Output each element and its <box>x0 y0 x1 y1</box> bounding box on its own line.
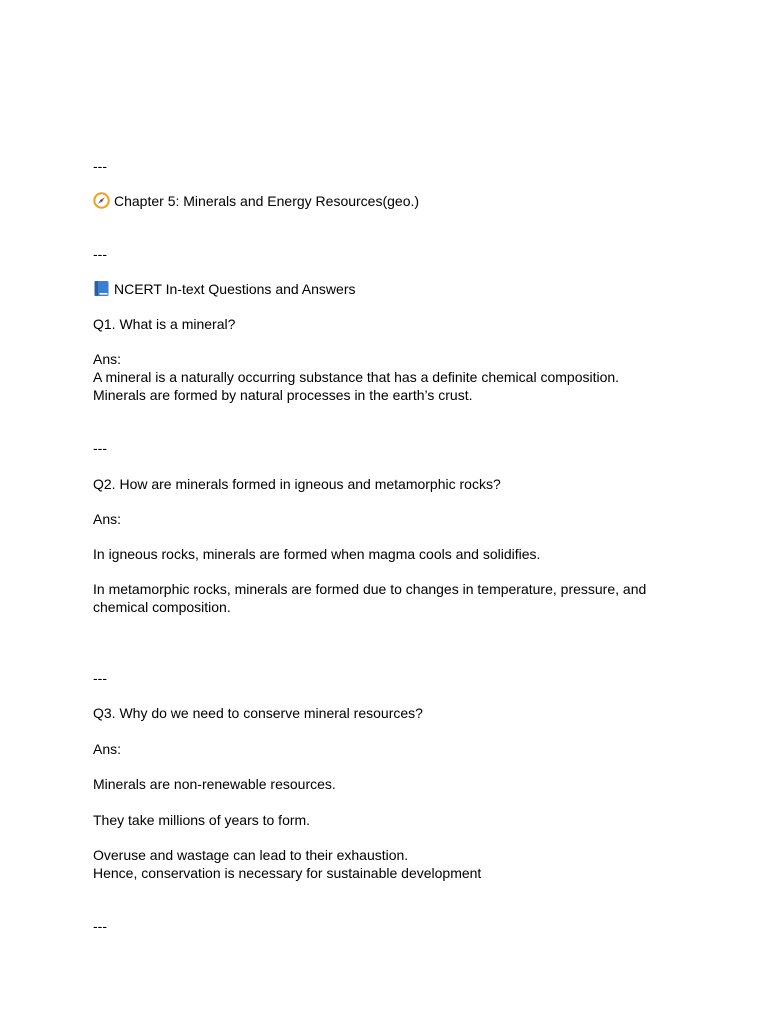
chapter-title: Chapter 5: Minerals and Energy Resources(geo.) <box>114 193 420 209</box>
separator: --- <box>93 440 107 456</box>
chapter-heading <box>93 192 693 213</box>
answer-3-line-3: Overuse and wastage can lead to their exhaustion. <box>93 847 409 863</box>
answer-1-line-1: A mineral is a naturally occurring substance that has a definite chemical composition. <box>93 369 620 385</box>
answer-2-line-3: chemical composition. <box>93 599 231 615</box>
answer-2-line-2: In metamorphic rocks, minerals are formed due to changes in temperature, pressure, and <box>93 581 647 597</box>
answer-3-line-1: Minerals are non-renewable resources. <box>93 776 336 792</box>
section-heading <box>93 280 693 301</box>
question-2: Q2. How are minerals formed in igneous and metamorphic rocks? <box>93 476 501 492</box>
section-title: NCERT In-text Questions and Answers <box>114 281 356 297</box>
compass-icon <box>93 192 110 213</box>
answer-1-line-2: Minerals are formed by natural processes in the earth’s crust. <box>93 387 473 403</box>
separator: --- <box>93 918 107 934</box>
separator: --- <box>93 246 107 262</box>
separator: --- <box>93 158 107 174</box>
separator: --- <box>93 670 107 686</box>
question-1: Q1. What is a mineral? <box>93 316 236 332</box>
answer-label-2: Ans: <box>93 511 122 527</box>
blue-book-icon <box>93 280 110 301</box>
question-3: Q3. Why do we need to conserve mineral resources? <box>93 705 423 721</box>
answer-2-line-1: In igneous rocks, minerals are formed when magma cools and solidifies. <box>93 546 541 562</box>
answer-3-line-2: They take millions of years to form. <box>93 812 311 828</box>
answer-label-3: Ans: <box>93 741 122 757</box>
answer-label-1: Ans: <box>93 351 122 367</box>
answer-3-line-4: Hence, conservation is necessary for sustainable development <box>93 865 482 881</box>
